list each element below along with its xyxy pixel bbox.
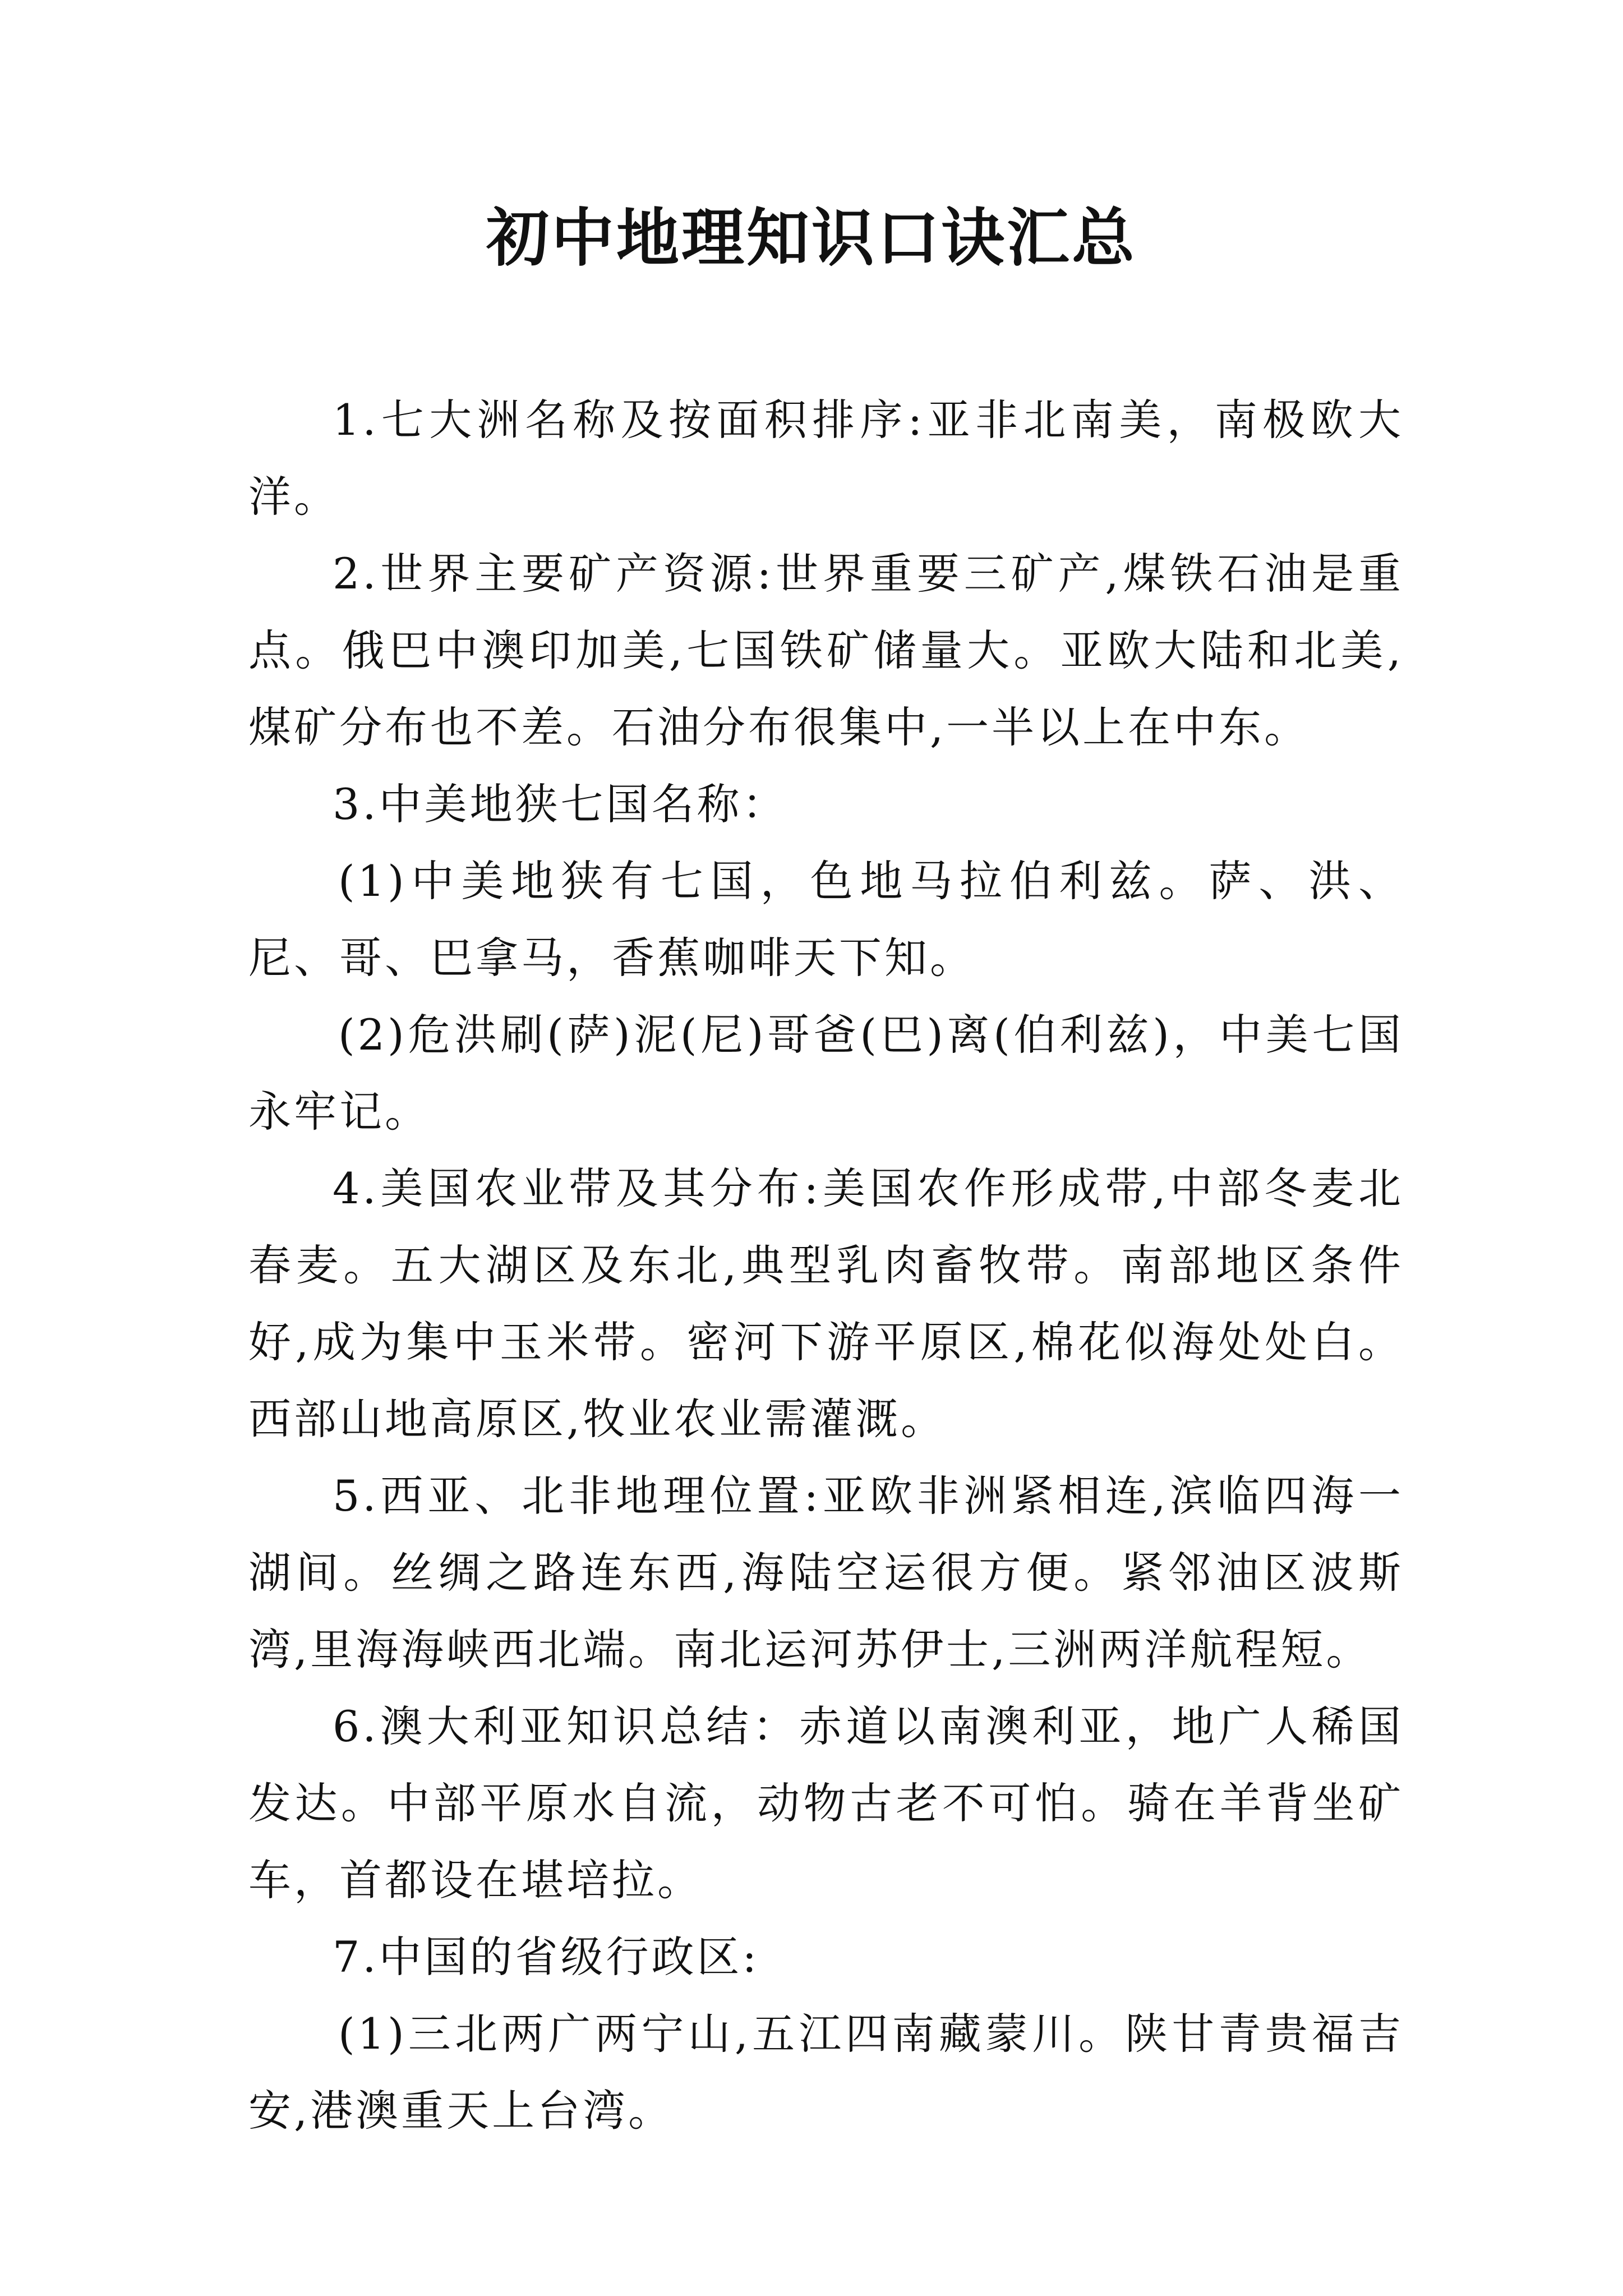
paragraph-continents: 1.七大洲名称及按面积排序:亚非北南美，南极欧大洋。 [248, 395, 1404, 522]
paragraph-west-asia-north-africa: 5.西亚、北非地理位置:亚欧非洲紧相连,滨临四海一湖间。丝绸之路连东西,海陆空运很方便。紧邻油区波斯湾,里海海峡西北端。南北运河苏伊士,三洲两洋航程短。 [248, 1471, 1404, 1674]
paragraph-us-agriculture: 4.美国农业带及其分布:美国农作形成带,中部冬麦北春麦。五大湖区及东北,典型乳肉畜牧带。南部地区条件好,成为集中玉米带。密河下游平原区,棉花似海处处白。西部山地高原区,牧业农业需灌溉。 [248, 1163, 1404, 1444]
document-title: 初中地理知识口诀汇总 [486, 201, 1137, 275]
paragraph-china-provinces-1: (1)三北两广两宁山,五江四南藏蒙川。陕甘青贵福吉安,港澳重天上台湾。 [248, 2009, 1404, 2136]
paragraph-australia: 6.澳大利亚知识总结：赤道以南澳利亚，地广人稀国发达。中部平原水自流，动物古老不可怕。骑在羊背坐矿车，首都设在堪培拉。 [248, 1701, 1404, 1905]
paragraph-china-provinces-heading: 7.中国的省级行政区: [333, 1932, 760, 1982]
paragraph-central-america-2: (2)危洪刷(萨)泥(尼)哥爸(巴)离(伯利兹)，中美七国永牢记。 [248, 1010, 1404, 1137]
paragraph-mineral-resources: 2.世界主要矿产资源:世界重要三矿产,煤铁石油是重点。俄巴中澳印加美,七国铁矿储量大。亚欧大陆和北美,煤矿分布也不差。石油分布很集中,一半以上在中东。 [248, 549, 1404, 752]
document-body [248, 381, 1404, 2149]
paragraph-central-america-heading: 3.中美地狭七国名称： [333, 779, 788, 829]
paragraph-central-america-1: (1)中美地狭有七国，色地马拉伯利兹。萨、洪、尼、哥、巴拿马，香蕉咖啡天下知。 [248, 856, 1404, 983]
